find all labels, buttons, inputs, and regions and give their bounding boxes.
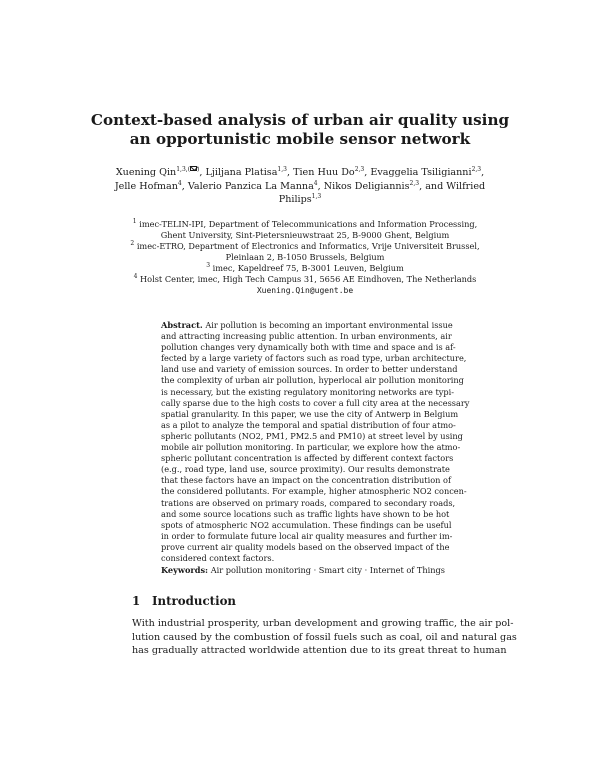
author-affiliation: 2,3 [409, 179, 420, 187]
affiliation-number: 3 [206, 262, 211, 269]
abstract-line: trations are observed on primary roads, compared to secondary roads, [161, 497, 456, 508]
envelope-icon [190, 166, 197, 171]
abstract-line: the complexity of urban air pollution, hyperlocal air pollution monitoring [161, 375, 464, 386]
abstract-line: spheric pollutant concentration is affected by different context factors [161, 453, 454, 464]
affiliation-text: Holst Center, imec, High Tech Campus 31, 5656 AE Eindhoven, The Netherlands [140, 274, 477, 284]
abstract-line: land use and variety of emission sources. In order to better understand [161, 364, 458, 375]
abstract-text: Air pollution is becoming an important environmental issue [205, 320, 453, 330]
author-name: Jelle Hofman [114, 180, 178, 192]
abstract-line: spheric pollutants (NO2, PM1, PM2.5 and PM10) at street level by using [161, 430, 463, 441]
abstract-line: cally sparse due to the high costs to cover a full city area at the necessary [161, 397, 470, 408]
affiliation-line: Pleinlaan 2, B-1050 Brussels, Belgium [225, 252, 385, 262]
author-affiliation: 1,3 [277, 166, 287, 173]
abstract [161, 320, 470, 564]
affiliation-number: 2 [130, 240, 135, 247]
affiliation-line [120, 263, 490, 274]
abstract-line: as a pilot to analyze the temporal and spatial distribution of four atmo- [161, 419, 456, 430]
abstract-line: mobile air pollution monitoring. In particular, we explore how the atmo- [161, 442, 461, 453]
abstract-line: in order to formulate future local air quality measures and further im- [161, 530, 453, 541]
affiliation-line: Ghent University, Sint-Pietersnieuwstraat 25, B-9000 Ghent, Belgium [160, 230, 450, 240]
keywords-label: Keywords: [161, 565, 209, 575]
section-heading [132, 594, 236, 608]
affiliation-number: 1 [132, 218, 137, 225]
affiliation-line [120, 241, 490, 252]
abstract-line: spatial granularity. In this paper, we use the city of Antwerp in Belgium [161, 408, 459, 419]
keywords-text: Air pollution monitoring · Smart city · Internet of Things [210, 565, 445, 575]
abstract-line: pollution changes very dynamically both with time and space and is af- [161, 342, 456, 353]
contact-email[interactable]: Xuening.Qin@ugent.be [256, 286, 354, 295]
author-affiliation: 1,3 [311, 193, 322, 200]
author-name: Ljiljana Platisa [205, 167, 278, 178]
affiliation-list [120, 219, 490, 296]
author-name: Xuening Qin [115, 167, 177, 178]
abstract-line: the considered pollutants. For example, higher atmospheric NO2 concen- [161, 486, 467, 497]
section-title: Introduction [152, 594, 237, 608]
abstract-line: (e.g., road type, land use, source proximity). Our results demonstrate [161, 464, 450, 475]
title-line: an opportunistic mobile sensor network [129, 130, 471, 148]
intro-line: lution caused by the combustion of fossil fuels such as coal, oil and natural gas [132, 631, 517, 643]
author-affiliation: 2,3 [354, 166, 365, 173]
abstract-line: is necessary, but the existing regulatory monitoring networks are typi- [161, 386, 455, 397]
abstract-line: prove current air quality models based on the observed impact of the [161, 541, 450, 552]
author-affiliation: 4 [313, 179, 318, 187]
abstract-line [161, 320, 453, 331]
author-affiliation: 2,3 [471, 166, 482, 173]
keywords [161, 565, 461, 576]
intro-line: has gradually attracted worldwide attention due to its great threat to human [132, 645, 507, 656]
abstract-line: considered context factors. [161, 552, 275, 563]
section-number: 1 [132, 594, 141, 608]
abstract-line: and attracting increasing public attention. In urban environments, air [161, 331, 452, 342]
author-name: Valerio Panzica La Manna [187, 180, 314, 192]
abstract-line: spots of atmospheric NO2 accumulation. These findings can be useful [161, 519, 452, 530]
affiliation-text: imec-TELIN-IPI, Department of Telecommunications and Information Processing, [139, 219, 478, 229]
affiliation-number: 4 [133, 273, 138, 280]
author-name: Wilfried Philips [278, 180, 486, 205]
abstract-line: and some source locations such as traffic lights have shown to be hot [161, 508, 450, 519]
abstract-label: Abstract. [161, 320, 203, 330]
author-affiliation: 4 [177, 179, 182, 187]
title-line: Context-based analysis of urban air quality using [90, 111, 510, 129]
intro-paragraph [132, 617, 517, 658]
affiliation-line [120, 274, 490, 285]
abstract-line: that these factors have an impact on the concentration distribution of [161, 475, 451, 486]
author-list: Xuening Qin$^{1,3,( )}$, Ljiljana Platisa$^{1,3}$, Tien Huu Do$^{2,3}$, Evaggelia Tsiligianni$^{2,3}$, Jelle Hofman$^4$, Valerio Panzica La Manna$^4$, Nikos Deligiannis$^{2,3}$, and Wilfried Philips$^{1,3}$ [114, 166, 486, 205]
author-name: Tien Huu Do [293, 167, 355, 178]
author-name: Nikos Deligiannis [323, 180, 410, 192]
affiliation-line [120, 219, 490, 230]
intro-line: With industrial prosperity, urban development and growing traffic, the air pol- [132, 618, 514, 629]
abstract-line: fected by a large variety of factors such as road type, urban architecture, [161, 353, 467, 364]
paper-title [60, 111, 540, 149]
author-affiliation: 1,3, [176, 166, 188, 173]
affiliation-text: imec-ETRO, Department of Electronics and Informatics, Vrije Universiteit Brussel, [136, 241, 480, 251]
affiliation-text: imec, Kapeldreef 75, B-3001 Leuven, Belgium [212, 263, 404, 273]
author-name: Evaggelia Tsiligianni [370, 167, 472, 178]
